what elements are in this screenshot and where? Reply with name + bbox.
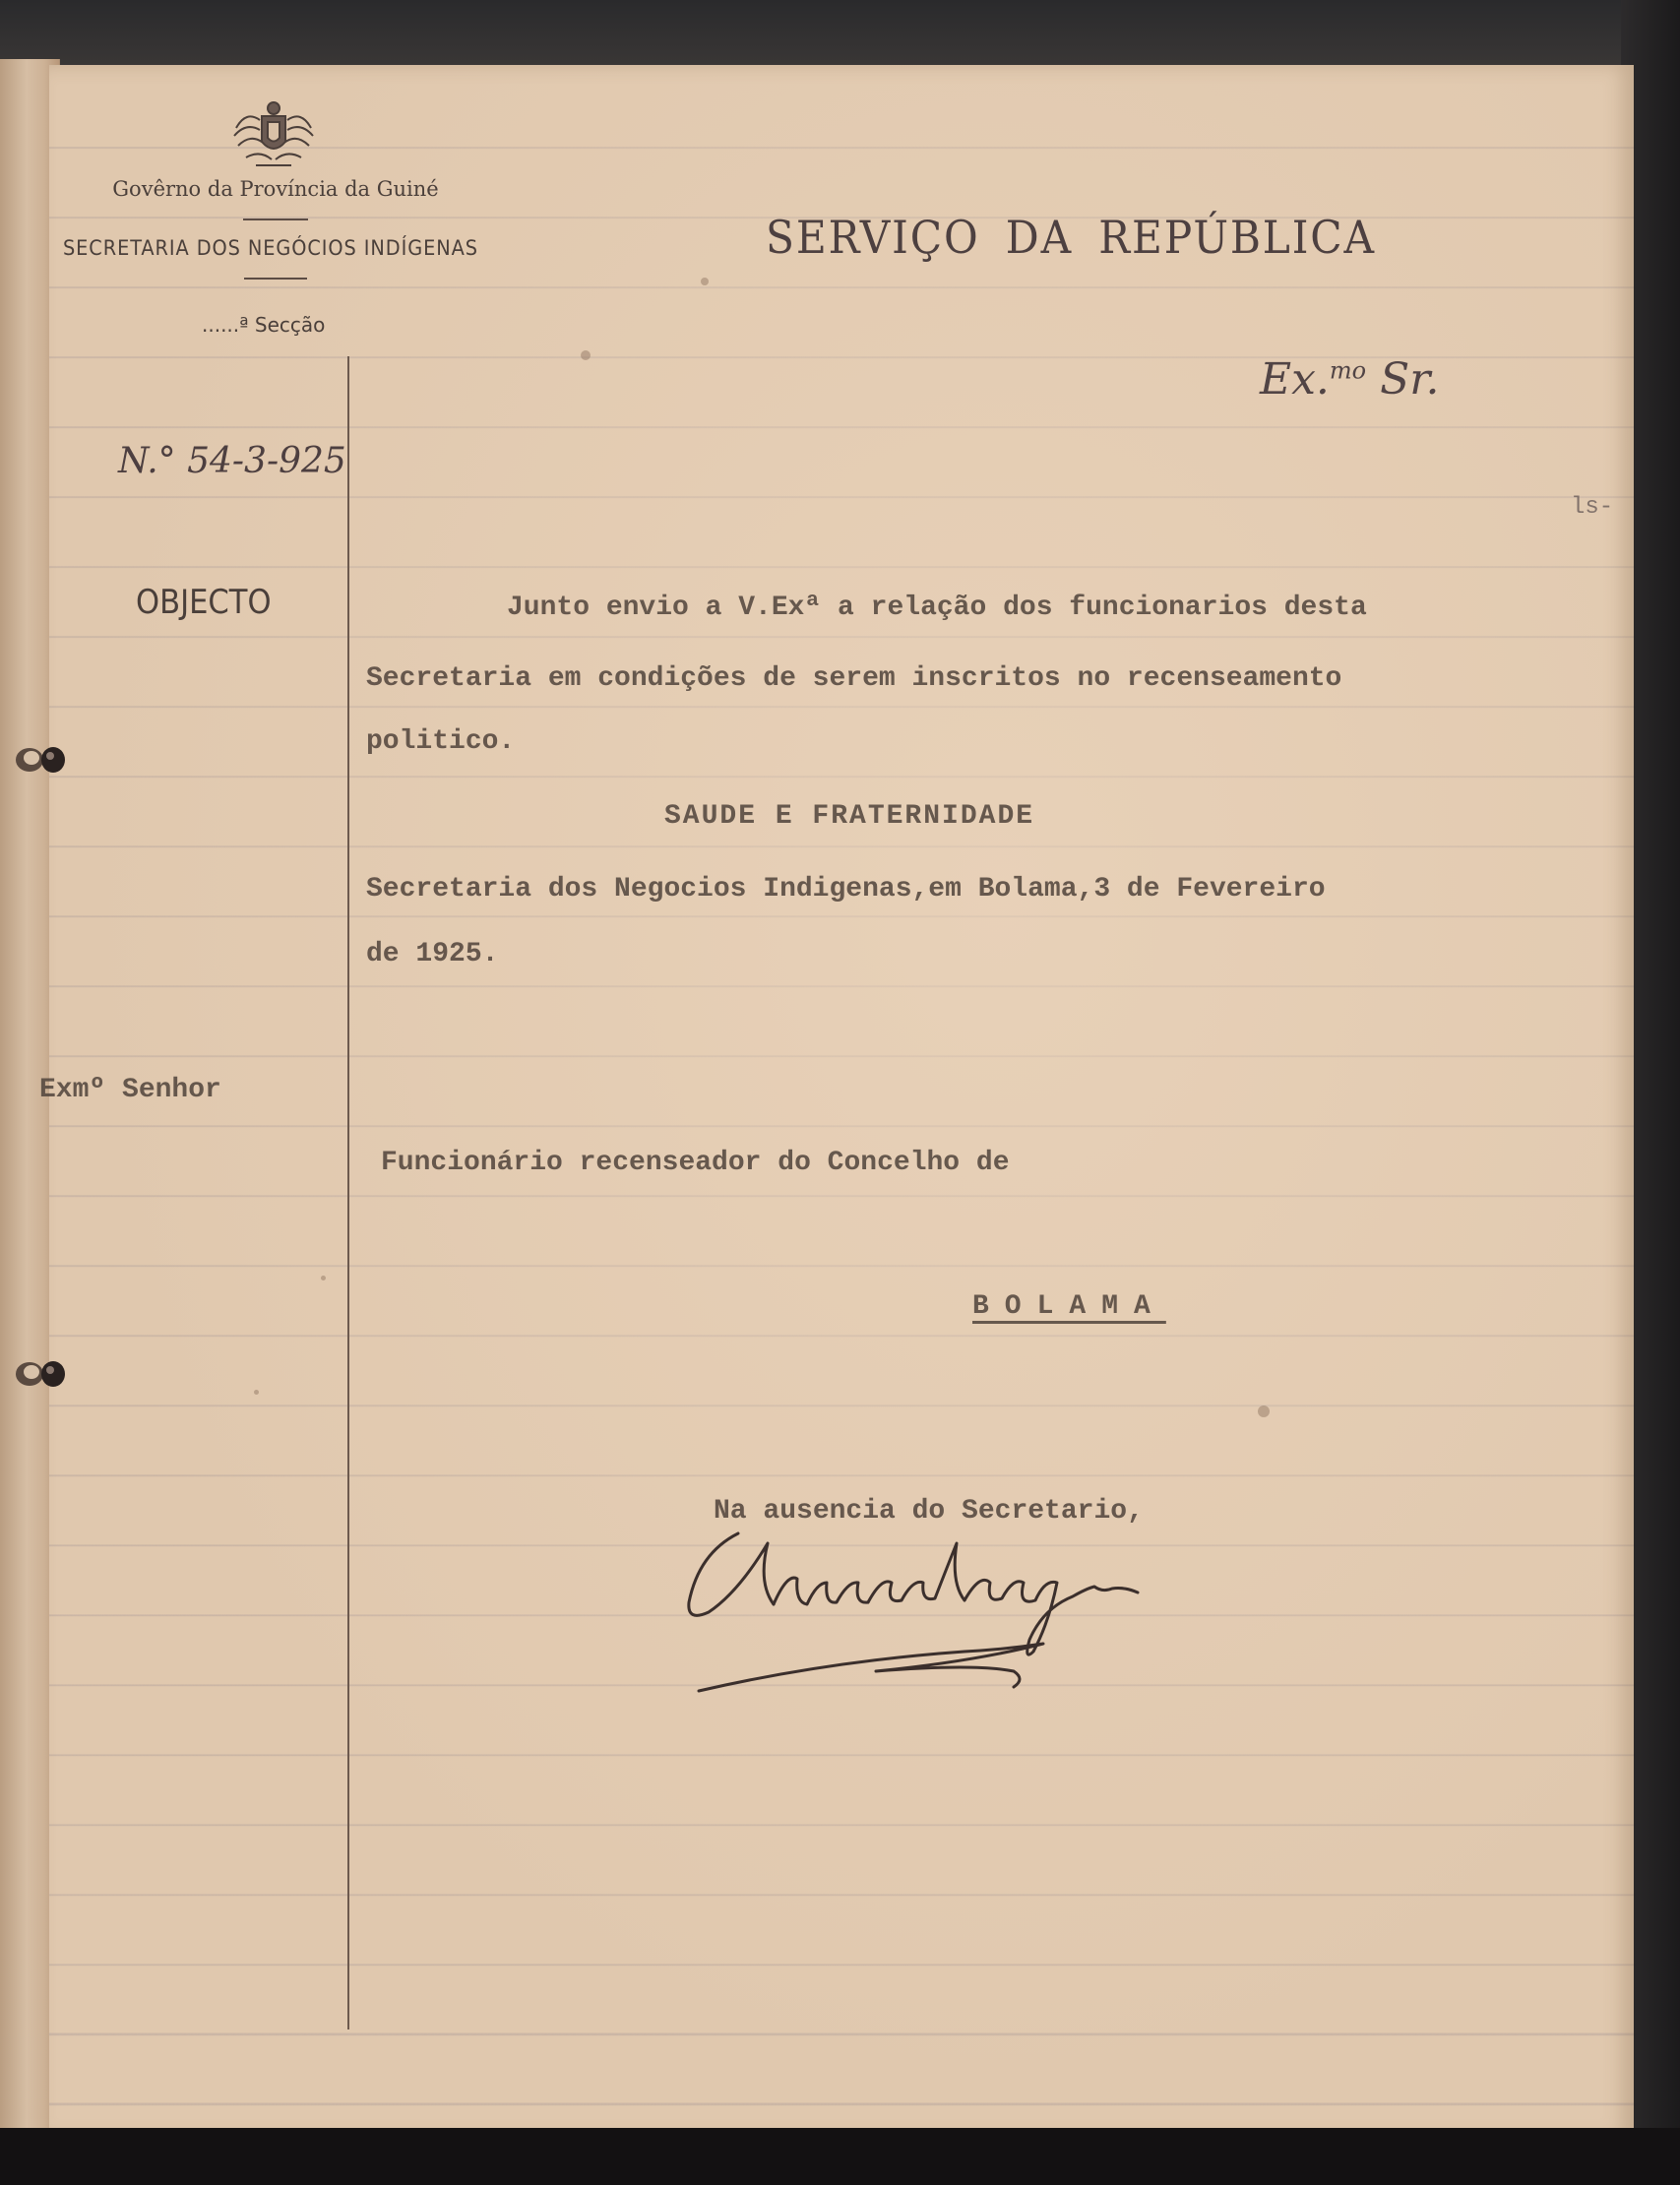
place-date-line: de 1925. [366, 939, 499, 969]
body-line: Secretaria em condições de serem inscritos no recenseamento [366, 663, 1342, 694]
body-line: Junto envio a V.Exª a relação dos funcionarios desta [507, 593, 1367, 623]
margin-rule [347, 356, 349, 2029]
addressee-role: Funcionário recenseador do Concelho de [381, 1148, 1010, 1178]
paper-speck [321, 1276, 326, 1280]
objecto-label: OBJECTO [136, 583, 272, 622]
signature [679, 1514, 1211, 1701]
body-line: politico. [366, 726, 516, 757]
paper-speck [254, 1390, 259, 1395]
salutation-end: Sr. [1366, 354, 1440, 405]
department-name: SECRETARIA DOS NEGÓCIOS INDÍGENAS [63, 236, 478, 260]
reference-number: N.° 54-3-925 [118, 441, 346, 481]
paper-speck [1258, 1405, 1270, 1417]
edge-text-fragment: ls- [1571, 494, 1614, 521]
service-title: SERVIÇO DA REPÚBLICA [766, 211, 1376, 264]
salutation [1260, 354, 1439, 405]
section-label: ......ª Secção [202, 313, 326, 337]
binder-ring-icon [8, 1350, 71, 1396]
scanner-backdrop-top [0, 0, 1680, 69]
place-date-line: Secretaria dos Negocios Indigenas,em Bolama,3 de Fevereiro [366, 874, 1326, 905]
closing-greeting: SAUDE E FRATERNIDADE [664, 801, 1035, 832]
paper-speck [581, 350, 591, 360]
paper-speck [701, 278, 709, 285]
government-name: Govêrno da Província da Guiné [112, 177, 439, 201]
letterhead-rule [244, 278, 307, 280]
coat-of-arms-icon [226, 98, 321, 171]
addressee-place: BOLAMA [972, 1291, 1166, 1322]
letterhead-rule [243, 218, 308, 220]
salutation-text: Ex. [1260, 354, 1330, 405]
addressee-title: Exmº Senhor [39, 1075, 221, 1105]
scanner-backdrop-bottom [0, 2128, 1680, 2185]
salutation-superscript: mo [1329, 356, 1367, 385]
binder-ring-icon [8, 736, 71, 781]
signoff-line: Na ausencia do Secretario, [714, 1496, 1144, 1527]
